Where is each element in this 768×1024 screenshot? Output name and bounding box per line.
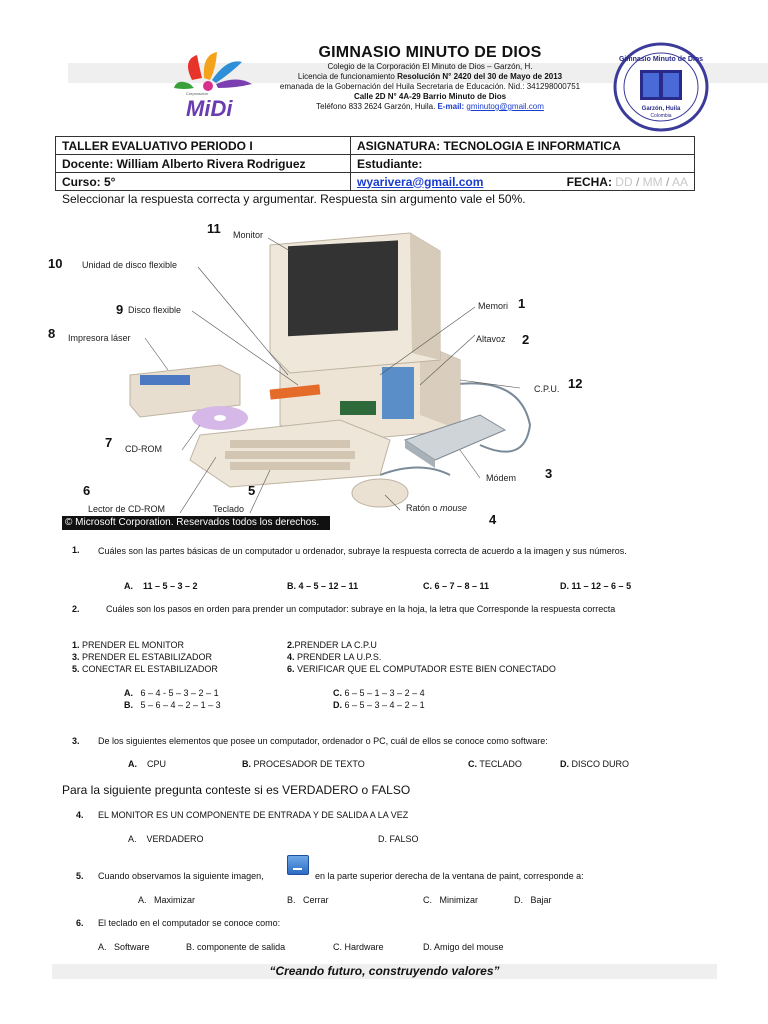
label-speaker: Altavoz	[476, 334, 506, 344]
school-email-link[interactable]: gminutog@gmail.com	[466, 102, 544, 111]
docente-cell: Docente: William Alberto Rivera Rodriguez	[56, 155, 351, 173]
number-8: 8	[48, 326, 56, 341]
school-seal	[612, 42, 710, 132]
estudiante-cell: Estudiante:	[351, 155, 695, 173]
svg-text:Colombia: Colombia	[650, 113, 672, 119]
instructions: Seleccionar la respuesta correcta y argumentar. Respuesta sin argumento vale el 50%.	[62, 192, 526, 206]
label-modem: Módem	[486, 473, 517, 483]
email-fecha-cell: wyarivera@gmail.com FECHA: DD / MM / AA	[351, 173, 695, 191]
q2-step-5: 5. CONECTAR EL ESTABILIZADOR	[72, 664, 218, 674]
q6-option-b[interactable]: B. componente de salida	[186, 942, 286, 952]
q2-step-2: 2.PRENDER LA C.P.U	[287, 640, 377, 650]
header-line-3: emanada de la Gobernación del Huila Secretaria de Educación. Nid.: 341298000751	[279, 82, 581, 91]
asignatura-cell: ASIGNATURA: TECNOLOGIA E INFORMATICA	[351, 137, 695, 155]
header-line-2: Licencia de funcionamiento Resolución N° 2420 del 30 de Mayo de 2013	[297, 72, 563, 81]
number-6: 6	[83, 483, 91, 498]
label-monitor: Monitor	[233, 230, 264, 240]
q6-option-d[interactable]: D. Amigo del mouse	[423, 942, 504, 952]
q2-option-b[interactable]: B. 5 – 6 – 4 – 2 – 1 – 3	[124, 700, 221, 710]
school-title: GIMNASIO MINUTO DE DIOS	[318, 44, 542, 61]
q4-option-a[interactable]: A. VERDADERO	[128, 834, 204, 844]
curso-cell: Curso: 5°	[56, 173, 351, 191]
question-5: 5. Cuando observamos la siguiente imagen, en la parte superior derecha de la ventana de paint, corresponde a:	[76, 871, 584, 881]
number-1: 1	[518, 296, 526, 311]
label-cd-reader: Lector de CD-ROM	[88, 504, 166, 514]
q3-option-d[interactable]: D. DISCO DURO	[560, 759, 630, 769]
footer-motto: “Creando futuro, construyendo valores”	[269, 964, 500, 978]
q5-option-a[interactable]: A. Maximizar	[138, 895, 196, 905]
label-memory: Memori	[478, 301, 509, 311]
copyright-notice: © Microsoft Corporation. Reservados todos los derechos.	[62, 516, 330, 530]
svg-text:Gimnasio Minuto de Dios: Gimnasio Minuto de Dios	[618, 56, 704, 63]
q1-option-a[interactable]: A. 11 – 5 – 3 – 2	[124, 581, 198, 591]
number-3: 3	[545, 466, 553, 481]
logo-text: MiDi	[186, 96, 233, 120]
q4-option-d[interactable]: D. FALSO	[378, 834, 419, 844]
q3-option-b[interactable]: B. PROCESADOR DE TEXTO	[242, 759, 365, 769]
header-line-4: Calle 2D N° 4A-29 Barrio Minuto de Dios	[353, 92, 507, 101]
fecha-year: AA	[671, 174, 688, 189]
label-cdrom: CD-ROM	[125, 444, 162, 454]
question-6: 6. El teclado en el computador se conoce como:	[76, 918, 281, 928]
number-10: 10	[48, 256, 63, 271]
svg-text:Garzón, Huila: Garzón, Huila	[641, 106, 681, 112]
question-3: 3. De los siguientes elementos que posee un computador, ordenador o PC, cuál de ellos se conoce como software:	[72, 736, 548, 746]
q5-option-c[interactable]: C. Minimizar	[423, 895, 479, 905]
q2-option-c[interactable]: C. 6 – 5 – 1 – 3 – 2 – 4	[333, 688, 425, 698]
question-2: 2. Cuáles son los pasos en orden para prender un computador: subraye en la hoja, la letra que Corresponde la respuesta correcta	[72, 604, 616, 614]
label-floppy: Disco flexible	[128, 305, 182, 315]
taller-cell: TALLER EVALUATIVO PERIODO I	[56, 137, 351, 155]
info-table	[55, 136, 695, 191]
number-12: 12	[568, 376, 583, 391]
q6-option-c[interactable]: C. Hardware	[333, 942, 384, 952]
question-4: 4. EL MONITOR ES UN COMPONENTE DE ENTRADA Y DE SALIDA A LA VEZ	[76, 810, 409, 820]
number-2: 2	[522, 332, 530, 347]
number-7: 7	[105, 435, 113, 450]
q1-option-c[interactable]: C. 6 – 7 – 8 – 11	[423, 581, 490, 591]
label-cpu: C.P.U.	[534, 384, 560, 394]
true-false-intro: Para la siguiente pregunta conteste si es VERDADERO o FALSO	[62, 783, 411, 797]
fecha-month: MM	[642, 174, 663, 189]
header-line-5: Teléfono 833 2624 Garzón, Huila. E-mail: gminutog@gmail.com	[316, 102, 544, 111]
q2-option-a[interactable]: A. 6 – 4 - 5 – 3 – 2 – 1	[124, 688, 219, 698]
question-1: 1. Cuáles son las partes básicas de un computador u ordenador, subraye la respuesta correcta de acuerdo a la imagen y sus números.	[72, 545, 627, 556]
q3-option-c[interactable]: C. TECLADO	[468, 759, 522, 769]
fecha-day: DD	[615, 174, 633, 189]
number-11: 11	[207, 221, 221, 236]
label-floppy-drive: Unidad de disco flexible	[82, 260, 178, 270]
fecha-label: FECHA:	[566, 174, 612, 189]
q5-option-b[interactable]: B. Cerrar	[287, 895, 329, 905]
q2-step-1: 1. PRENDER EL MONITOR	[72, 640, 185, 650]
q3-option-a[interactable]: A. CPU	[128, 759, 167, 769]
number-9: 9	[116, 302, 124, 317]
label-mouse: Ratón o mouse	[406, 503, 468, 513]
number-5: 5	[248, 483, 256, 498]
svg-text:Corporación: Corporación	[186, 91, 208, 96]
header-line-1: Colegio de la Corporación El Minuto de Dios – Garzón, H.	[327, 62, 533, 71]
q1-option-d[interactable]: D. 11 – 12 – 6 – 5	[560, 581, 632, 591]
label-printer: Impresora láser	[68, 333, 131, 343]
label-keyboard: Teclado	[213, 504, 245, 514]
minimize-window-icon	[287, 855, 309, 875]
q6-option-a[interactable]: A. Software	[98, 942, 150, 952]
q1-option-b[interactable]: B. 4 – 5 – 12 – 11	[287, 581, 359, 591]
number-4: 4	[489, 512, 497, 527]
q5-option-d[interactable]: D. Bajar	[514, 895, 552, 905]
q2-option-d[interactable]: D. 6 – 5 – 3 – 4 – 2 – 1	[333, 700, 425, 710]
computer-illustration	[120, 225, 553, 515]
q2-step-4: 4. PRENDER LA U.P.S.	[287, 652, 382, 662]
teacher-email-link[interactable]: wyarivera@gmail.com	[357, 174, 484, 189]
q2-step-6: 6. VERIFICAR QUE EL COMPUTADOR ESTE BIEN CONECTADO	[287, 664, 556, 674]
q2-step-3: 3. PRENDER EL ESTABILIZADOR	[72, 652, 213, 662]
header-text	[200, 44, 660, 112]
